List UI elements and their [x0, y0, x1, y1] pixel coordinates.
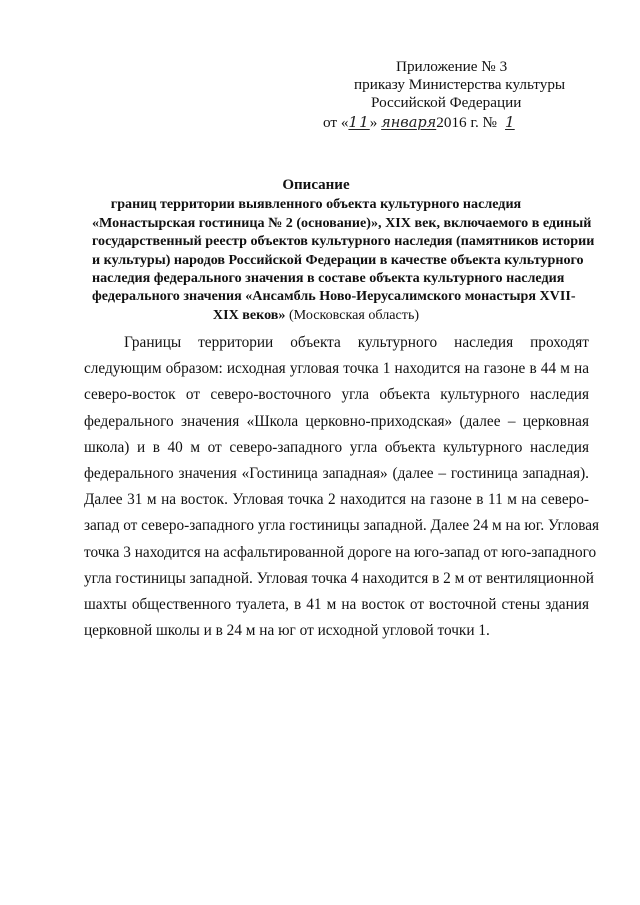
- title-last-bold: XIX веков»: [212, 306, 286, 323]
- attachment-header: [300, 58, 600, 132]
- handwritten-month: января: [381, 115, 437, 131]
- body-line: угла гостиницы западной. Угловая точка 4 находится в 2 м от вентиляционной: [84, 569, 594, 587]
- body-line: северо-восток от северо-восточного угла объекта культурного наследия: [84, 386, 589, 404]
- handwritten-day: 11: [348, 113, 370, 131]
- date-prefix: от «: [323, 114, 349, 131]
- title-heading: Описание: [282, 177, 350, 193]
- body-line: запад от северо-западного угла гостиницы западной. Далее 24 м на юг. Угловая: [84, 517, 600, 535]
- body-line: шахты общественного туалета, в 41 м на восток от восточной стены здания: [84, 596, 589, 614]
- body-line: федерального значения «Гостиница западная» (далее – гостиница западная).: [84, 465, 589, 483]
- title-line: границ территории выявленного объекта культурного наследия: [110, 196, 522, 213]
- body-line: Границы территории объекта культурного наследия проходят: [124, 334, 589, 351]
- date-mid: »: [369, 114, 382, 131]
- document-title: [92, 176, 595, 324]
- body-line: точка 3 находится на асфальтированной дороге на юго-запад от юго-западного: [84, 543, 597, 561]
- date-suffix: г. №: [466, 114, 498, 131]
- body-paragraph: [84, 330, 600, 644]
- title-line: федерального значения «Ансамбль Ново-Иерусалимского монастыря XVII-: [92, 288, 576, 305]
- attachment-ministry: приказу Министерства культуры: [354, 76, 566, 93]
- title-line: государственный реестр объектов культурного наследия (памятников истории: [92, 233, 595, 250]
- attachment-date-line: [300, 113, 600, 132]
- body-line: Далее 31 м на восток. Угловая точка 2 находится на газоне в 11 м на северо-: [84, 491, 589, 509]
- title-last-line: [92, 306, 540, 324]
- body-line: школа) и в 40 м от северо-западного угла объекта культурного наследия: [84, 438, 589, 456]
- body-line: федерального значения «Школа церковно-приходская» (далее – церковная: [84, 412, 589, 430]
- body-line: церковной школы и в 24 м на юг от исходной угловой точки 1.: [84, 622, 490, 640]
- title-line: и культуры) народов Российской Федерации в качестве объекта культурного: [92, 251, 584, 268]
- title-last-normal: (Московская область): [285, 306, 420, 323]
- title-line: наследия федерального значения в составе объекта культурного наследия: [92, 270, 565, 287]
- title-line: «Монастырская гостиница № 2 (основание)», XIX век, включаемого в единый: [92, 214, 592, 231]
- body-line: следующим образом: исходная угловая точка 1 находится на газоне в 44 м на: [84, 360, 589, 378]
- date-year: 2016: [436, 114, 467, 131]
- attachment-federation: Российской Федерации: [371, 94, 522, 111]
- attachment-number: Приложение № 3: [396, 58, 508, 75]
- handwritten-order-number: 1: [505, 113, 515, 131]
